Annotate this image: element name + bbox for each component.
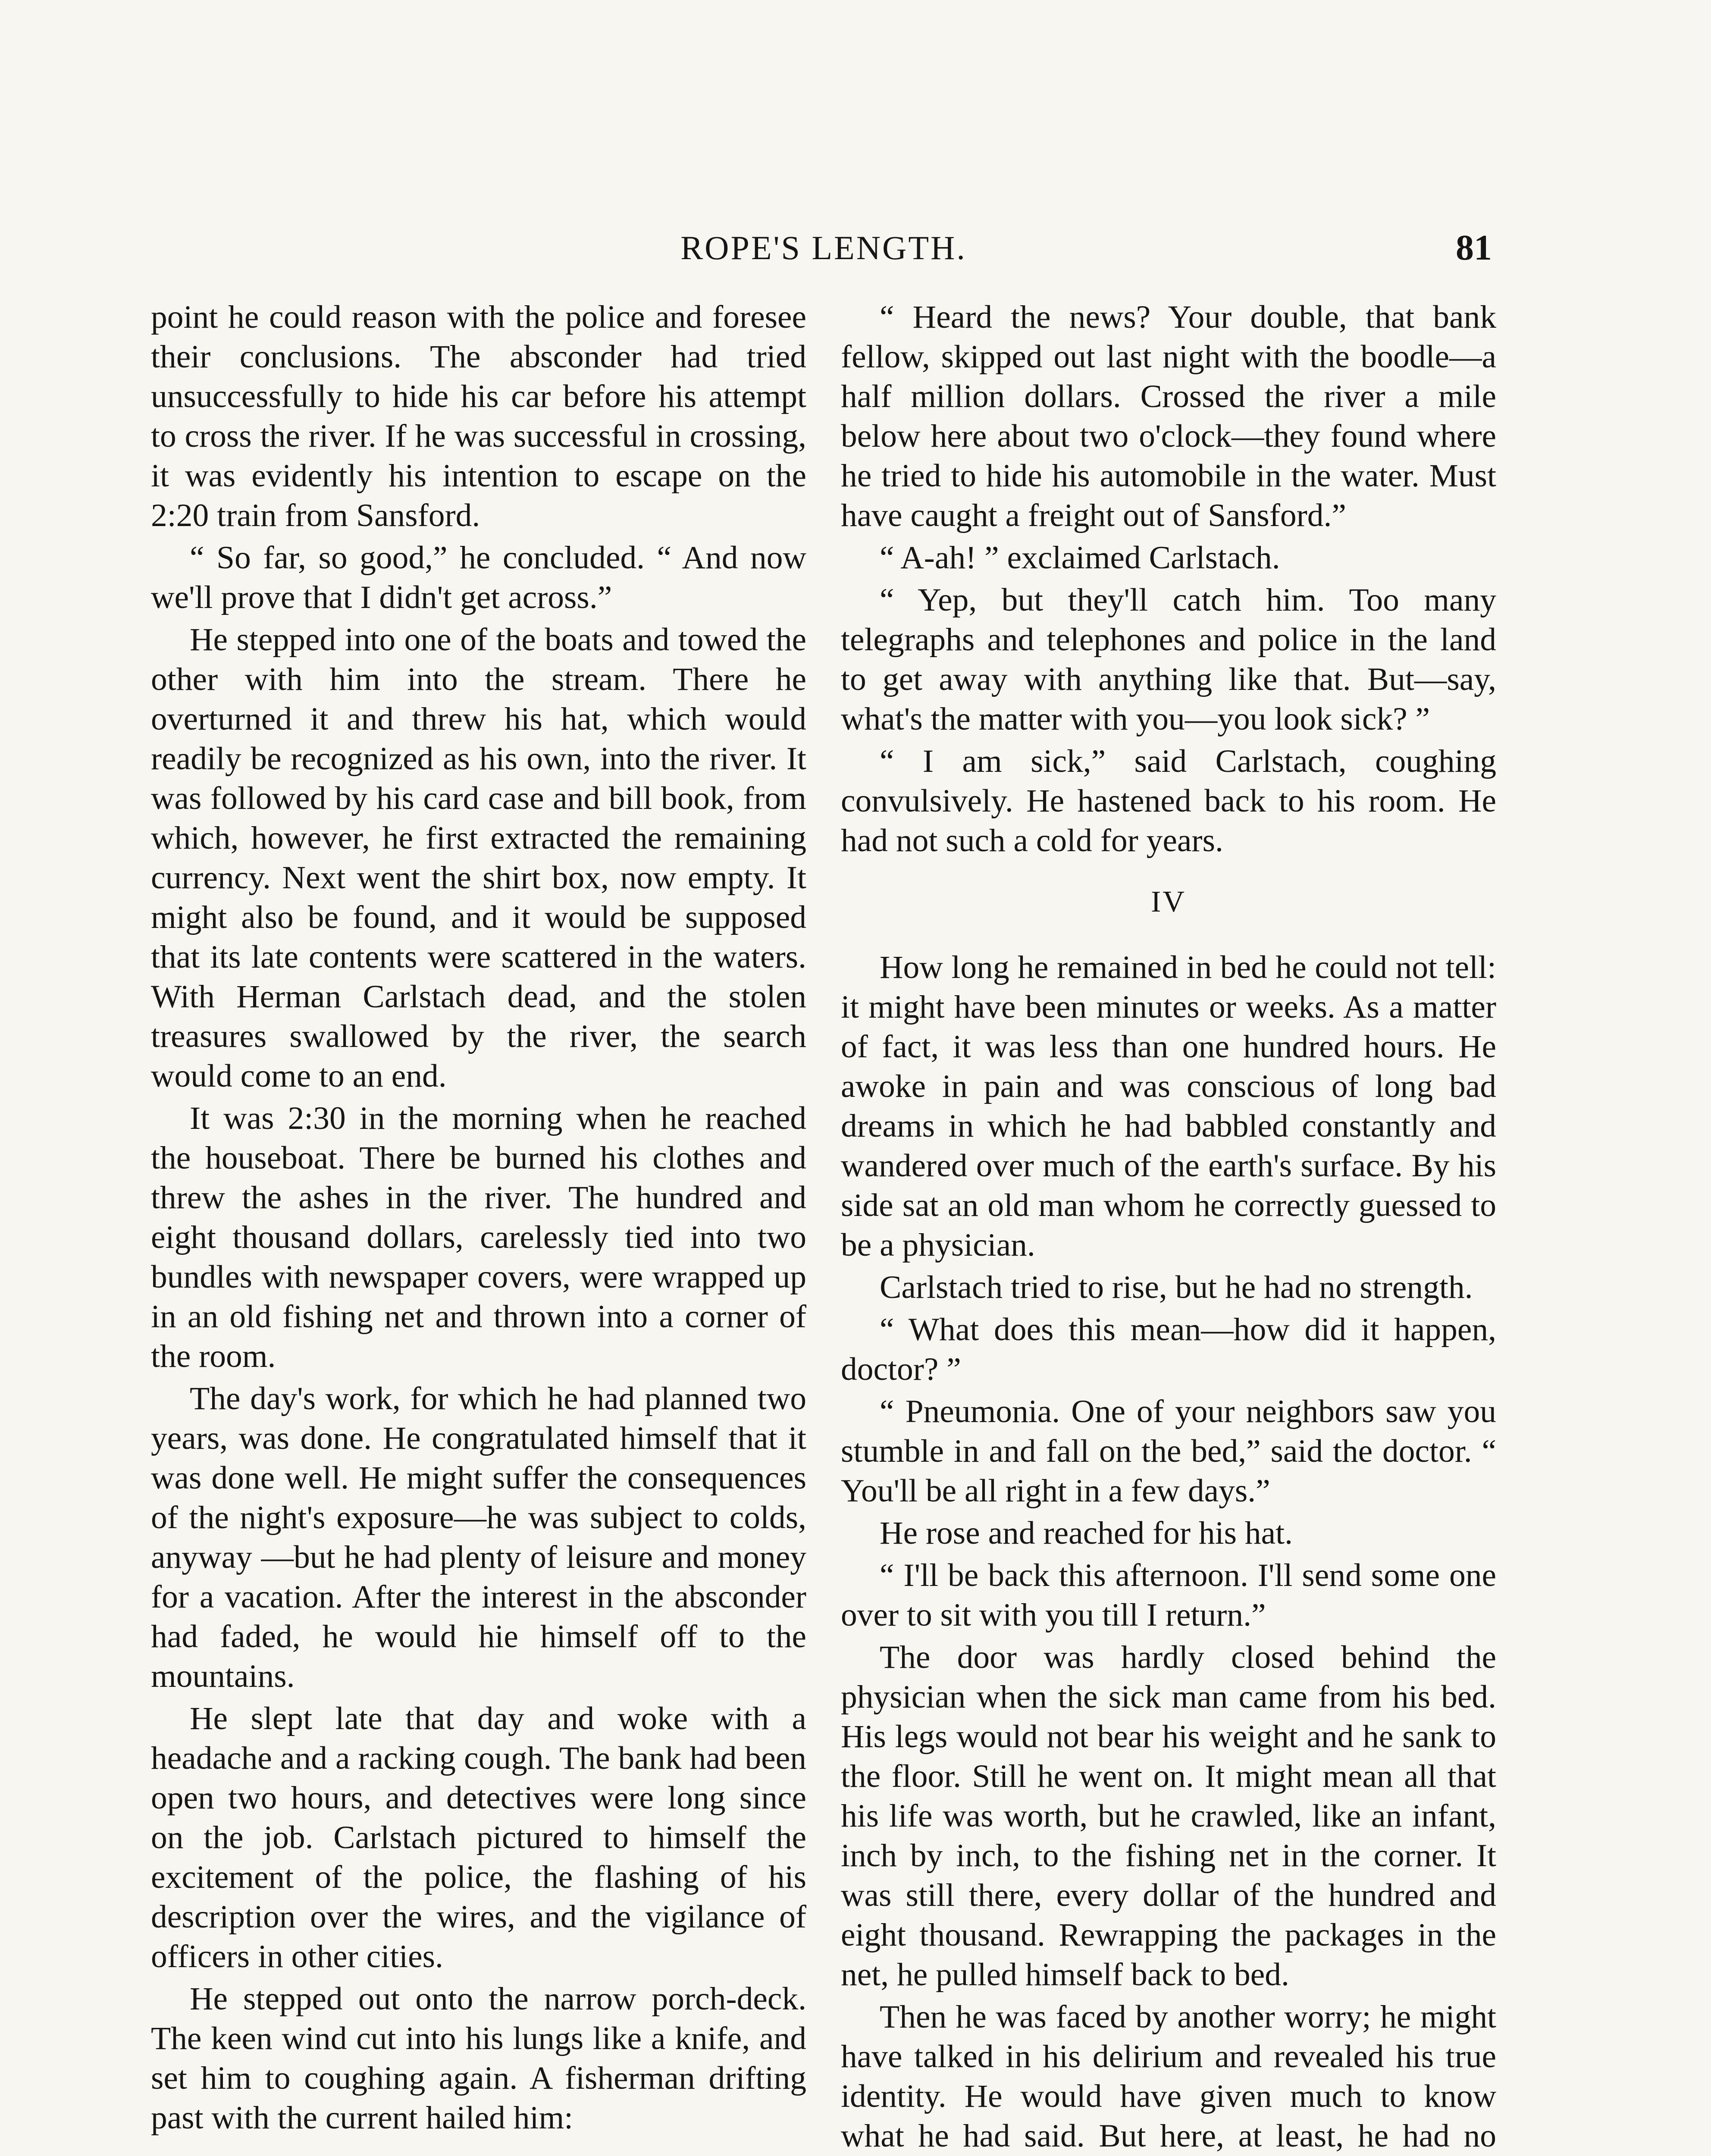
paragraph: He stepped out onto the narrow porch-deck. The keen wind cut into his lungs like a knife, and set him to coughing again. A fisherman drifting past with the current hailed him:	[151, 1981, 806, 2136]
paragraph: He slept late that day and woke with a headache and a racking cough. The bank had been open two hours, and detectives were long since on the job. Carlstach pictured to himself the excitement of the police, the flashing of his description over the wires, and the vigilance of officers in other cities.	[151, 1701, 806, 1974]
paragraph: Carlstach tried to rise, but he had no strength.	[880, 1269, 1473, 1305]
running-head: ROPE'S LENGTH.	[680, 229, 967, 266]
paragraph: The door was hardly closed behind the physician when the sick man came from his bed. His legs would not bear his weight and he sank to the floor. Still he went on. It might mean all that his life was worth, but he crawled, like an infant, inch by inch, to the fishing net in the corner. It was still there, every dollar of the hundred and eight thousand. Rewrapping the packages in the net, he pulled himself back to bed.	[841, 1639, 1496, 1993]
paragraph: “ A-ah! ” exclaimed Carlstach.	[880, 540, 1280, 576]
paragraph: He rose and reached for his hat.	[880, 1515, 1293, 1551]
paragraph: “ What does this mean—how did it happen, doctor? ”	[841, 1312, 1496, 1387]
paragraph: He stepped into one of the boats and towed the other with him into the stream. There he overturned it and threw his hat, which would readily be recognized as his own, into the river. It was followed by his card case and bill book, from which, however, he first extracted the remaining currency. Next went the shirt box, now empty. It might also be found, and it would be supposed that its late contents were scattered in the waters. With Herman Carlstach dead, and the stolen treasures swallowed by the river, the search would come to an end.	[151, 622, 806, 1094]
paragraph: The day's work, for which he had planned two years, was done. He congratulated himself that it was done well. He might suffer the consequences of the night's exposure—he was subject to colds, anyway —but he had plenty of leisure and money for a vacation. After the interest in the absconder had faded, he would hie himself off to the mountains.	[151, 1381, 806, 1694]
paragraph: “ Heard the news? Your double, that bank fellow, skipped out last night with the boodle—a half million dollars. Crossed the river a mile below here about two o'clock—they found where he tried to hide his automobile in the water. Must have caught a freight out of Sansford.”	[841, 299, 1496, 533]
section-numeral: IV	[1151, 885, 1186, 918]
paragraph: “ I am sick,” said Carlstach, coughing convulsively. He hastened back to his room. He had not such a cold for years.	[841, 743, 1496, 859]
paragraph: “ Pneumonia. One of your neighbors saw you stumble in and fall on the bed,” said the doctor. “ You'll be all right in a few days.”	[841, 1394, 1496, 1509]
paragraph: “ I'll be back this afternoon. I'll send some one over to sit with you till I return.”	[841, 1557, 1496, 1633]
paragraph: It was 2:30 in the morning when he reached the houseboat. There be burned his clothes and threw the ashes in the river. The hundred and eight thousand dollars, carelessly tied into two bundles with newspaper covers, were wrapped up in an old fishing net and thrown into a corner of the room.	[151, 1100, 806, 1374]
paragraph: How long he remained in bed he could not tell: it might have been minutes or weeks. As a matter of fact, it was less than one hundred hours. He awoke in pain and was conscious of long bad dreams in which he had babbled constantly and wandered over much of the earth's surface. By his side sat an old man whom he correctly guessed to be a physician.	[841, 950, 1496, 1263]
paragraph: “ So far, so good,” he concluded. “ And now we'll prove that I didn't get across.”	[151, 540, 806, 615]
paragraph: “ Yep, but they'll catch him. Too many telegraphs and telephones and police in the land to get away with anything like that. But—say, what's the matter with you—you look sick? ”	[841, 582, 1496, 737]
page-number: 81	[1456, 228, 1492, 268]
paragraph: point he could reason with the police and foresee their conclusions. The absconder had tried unsuccessfully to hide his car before his attempt to cross the river. If he was successful in crossing, it was evidently his intention to escape on the 2:20 train from Sansford.	[151, 299, 806, 533]
right-column	[841, 298, 1496, 2156]
page-header	[155, 224, 1492, 280]
left-column	[151, 298, 806, 2140]
paragraph: Then he was faced by another worry; he might have talked in his delirium and revealed his true identity. He would have given much to know what he had said. But here, at least, he had no	[841, 1999, 1496, 2154]
